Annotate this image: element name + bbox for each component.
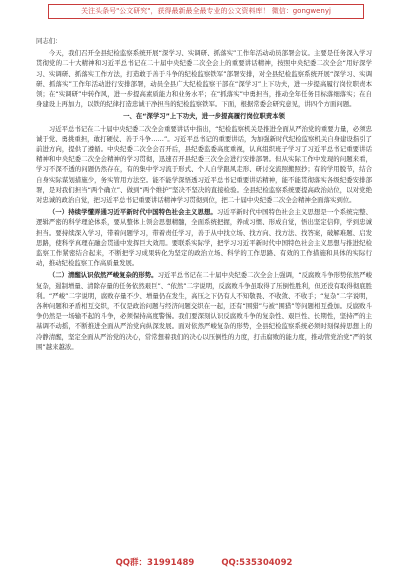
subsection-paragraph (36, 270, 372, 352)
section-heading: 一、在“深学习”上下功夫，进一步提高履行岗位职责本领 (123, 112, 285, 121)
footer-qq-group: QQ群：31991489 (115, 558, 195, 568)
subsection-body: 习近平新时代中国特色社会主义思想是一个系统完整、逻辑严密的科学理论体系，要从整体上领会思想精髓，全面系统把握，养成习惯、形成自觉，悟出坚定信仰，学到忠诚担当。要持续深入学习，带着问题学习，带着责任学习，善于从中找立场、找方向、找方法、找答案，破解难题、启发思路，使科学真理在融会贯通中发挥巨大效用。要联系实际学，把学习习近平新时代中国特色社会主义思想与推进纪检监察工作紧密结合起来，不断把学习成果转化为坚定的政治立场、科学的工作思路、有效的工作措施和具体的实际行动，推动纪检监察工作高质量发展。 (36, 208, 372, 268)
subsection-paragraph (36, 207, 372, 268)
footer-qq: QQ:535304092 (221, 558, 293, 568)
body-paragraph: 习近平总书记在二十届中央纪委二次全会重要讲话中指出，“纪检监察机关是推进全面从严治党的重要力量，必须忠诚于党、勇挑重担，敢打硬仗、善于斗争……”。习近平总书记的重要讲话，为加强新时代纪检监察机关自身建设指引了前进方向，提供了遵循。中央纪委二次全会召开后，县纪委监委高度重视，认真组织班子学习了习近平总书记重要讲话精神和中央纪委二次全会精神的学习贯彻，迅速召开县纪委三次全会进行安排部署。但从实际工作中发现的问题来看，学习不深不透的问题仍然存在，有的集中学习流于形式、个人自学跟风走形、研讨交流照搬照抄；有的学用脱节，结合自身实际谋划措施少，务实管用方法空。能不能学深悟透习近平总书记重要讲话精神，能不能贯彻落实各级纪委安排部署，是对我们担当“两个确立”、做到“两个维护”坚决不坚决的直接检验。全县纪检监察系统要提高政治站位，以对党绝对忠诚的政治自觉，把习近平总书记重要讲话精神学习贯彻到位，把二十届中央纪委二次全会精神全面落实到位。 (36, 124, 372, 205)
salutation: 同志们： (36, 37, 62, 45)
subsection-body: 习近平总书记在二十届中央纪委二次全会上强调，“反腐败斗争形势依然严峻复杂，遏制增量、清除存量的任务依然艰巨”、“依然”二字说明，反腐败斗争虽取得了压倒性胜利，但还没有取得彻底胜利。“严峻”二字说明，腐败存量不少、增量仍在发生，高压之下仍有人不知敬畏、不收敛、不收手；“复杂”二字说明，各种问题和矛盾相互交织，不仅是政治问题与经济问题交织在一起，还有“围猎”与被“围猎”等问题相互叠加。反腐败斗争仍然是一场输不起的斗争，必须保持高度警惕。我们要深刻认识反腐败斗争的复杂性、艰巨性、长期性，坚持严的主基调不动摇，不断推进全面从严治党向纵深发展。面对依然严峻复杂的形势，全县纪检监察系统必须时刻保持思想上的冷静清醒，坚定全面从严治党的决心，常常想着我们的决心以压倒性的力度，打击腐败的能力度，推动管党治党“严的氛围”越来越浓。 (36, 271, 372, 351)
subsection-heading: （一）持续学懂弄通习近平新时代中国特色社会主义思想。 (48, 208, 217, 217)
document-body (36, 36, 372, 536)
intro-paragraph: 今天，我们召开全县纪检监察系统开展“深学习、实调研、抓落实”工作年活动动员部署会议。主要是任务深入学习贯彻党的二十大精神和习近平总书记在二十届中央纪委二次全会上的重要讲话精神，按照中央纪委二次全会“用好深学习、实调研、抓落实工作方法，打造敢于善于斗争的纪检监察铁军”部署安排，对全县纪检监察系统开展“深学习、实调研、抓落实”工作年活动进行安排部署，动员全县广大纪检监察干部在“深学习”上下功夫，进一步提高履行岗位职责本领；在“实调研”中转作风，进一步提高素质能力和业务水平；在“抓落实”中勇担当，推动全年任务目标落细落实；在自身建设上再加力，以铁的纪律打造忠诚干净担当的纪检监察铁军。下面，根据常委会研究意见，讲四个方面问题。 (36, 49, 372, 109)
subsection-heading: （二）清醒认识依然严峻复杂的形势。 (48, 271, 158, 280)
footer-contact (0, 556, 408, 568)
promo-banner: 关注头条号"公文研究"，获得最新最全最专业的公文资料库！ 微信：gongwenyj (48, 4, 364, 19)
